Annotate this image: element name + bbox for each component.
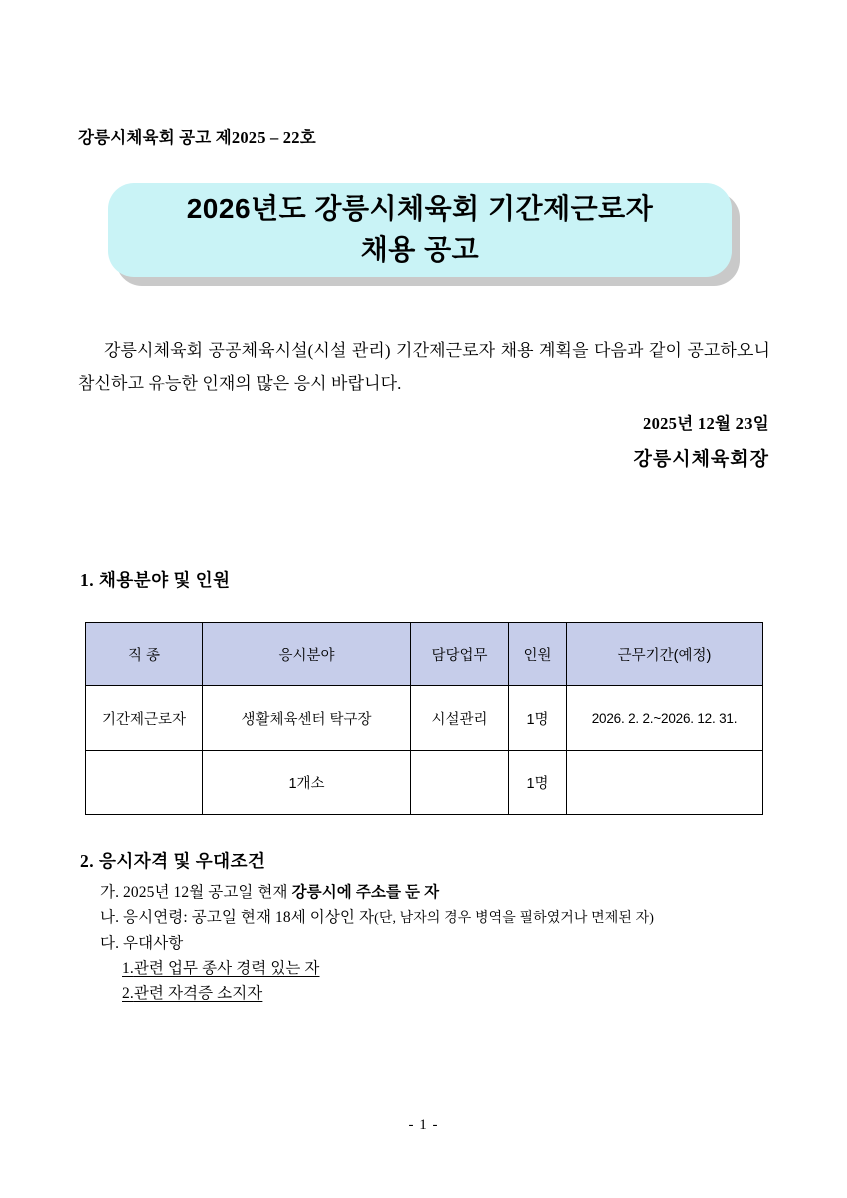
table-header-duty: 담당업무	[411, 623, 509, 686]
announcement-signer: 강릉시체육회장	[633, 449, 769, 470]
list-item-marker: 2.	[122, 985, 134, 1002]
list-item-marker: 나.	[100, 909, 120, 927]
list-item	[80, 956, 780, 981]
announcement-date: 2025년 12월 23일	[643, 414, 769, 433]
table-header-row	[86, 623, 763, 686]
section-2-heading: 2. 응시자격 및 우대조건	[80, 851, 266, 871]
table-header-job: 직 종	[86, 623, 203, 686]
list-item-marker: 가.	[100, 884, 120, 901]
section-2-list	[80, 880, 780, 1006]
list-item-emphasis: 강릉시에 주소를 둔 자	[291, 884, 440, 901]
list-item-text: 우대사항	[123, 934, 184, 952]
cell-count: 1명	[509, 751, 567, 815]
list-item	[80, 880, 780, 905]
cell-duty: 시설관리	[411, 686, 509, 751]
recruitment-table	[85, 622, 763, 815]
table-row	[86, 686, 763, 751]
cell-field: 생활체육센터 탁구장	[203, 686, 411, 751]
list-item-text: 2025년 12월 공고일 현재	[123, 884, 292, 901]
list-item-marker: 다.	[100, 934, 120, 952]
list-item-text: 응시연령: 공고일 현재 18세 이상인 자	[123, 909, 375, 927]
intro-text: 강릉시체육회 공공체육시설(시설 관리) 기간제근로자 채용 계획을 다음과 같이 공고하오니 참신하고 유능한 인재의 많은 응시 바랍니다.	[78, 341, 770, 394]
cell-duty	[411, 751, 509, 815]
cell-term	[567, 751, 763, 815]
list-item-text: 관련 업무 종사 경력 있는 자	[133, 959, 320, 977]
document-title-line-1: 2026년도 강릉시체육회 기간제근로자	[186, 193, 654, 225]
table-row	[86, 751, 763, 815]
section-1-heading: 1. 채용분야 및 인원	[80, 570, 231, 590]
cell-job: 기간제근로자	[86, 686, 203, 751]
cell-count: 1명	[509, 686, 567, 751]
cell-job	[86, 751, 203, 815]
cell-field: 1개소	[203, 751, 411, 815]
title-banner-box	[108, 183, 732, 277]
notice-number: 강릉시체육회 공고 제2025 – 22호	[78, 128, 316, 147]
table-header-field: 응시분야	[203, 623, 411, 686]
list-item-note: (단, 남자의 경우 병역을 필하였거나 면제된 자)	[374, 911, 655, 927]
title-banner	[108, 183, 740, 286]
table-header-term: 근무기간(예정)	[567, 623, 763, 686]
list-item	[80, 931, 780, 956]
intro-paragraph	[78, 334, 770, 400]
page-number: - 1 -	[408, 1117, 439, 1133]
cell-term: 2026. 2. 2.~2026. 12. 31.	[567, 686, 763, 751]
document-title-line-2: 채용 공고	[360, 234, 480, 265]
list-item	[80, 981, 780, 1006]
list-item	[80, 905, 780, 931]
list-item-marker: 1.	[122, 959, 134, 977]
table-header-count: 인원	[509, 623, 567, 686]
list-item-text: 관련 자격증 소지자	[133, 985, 263, 1002]
